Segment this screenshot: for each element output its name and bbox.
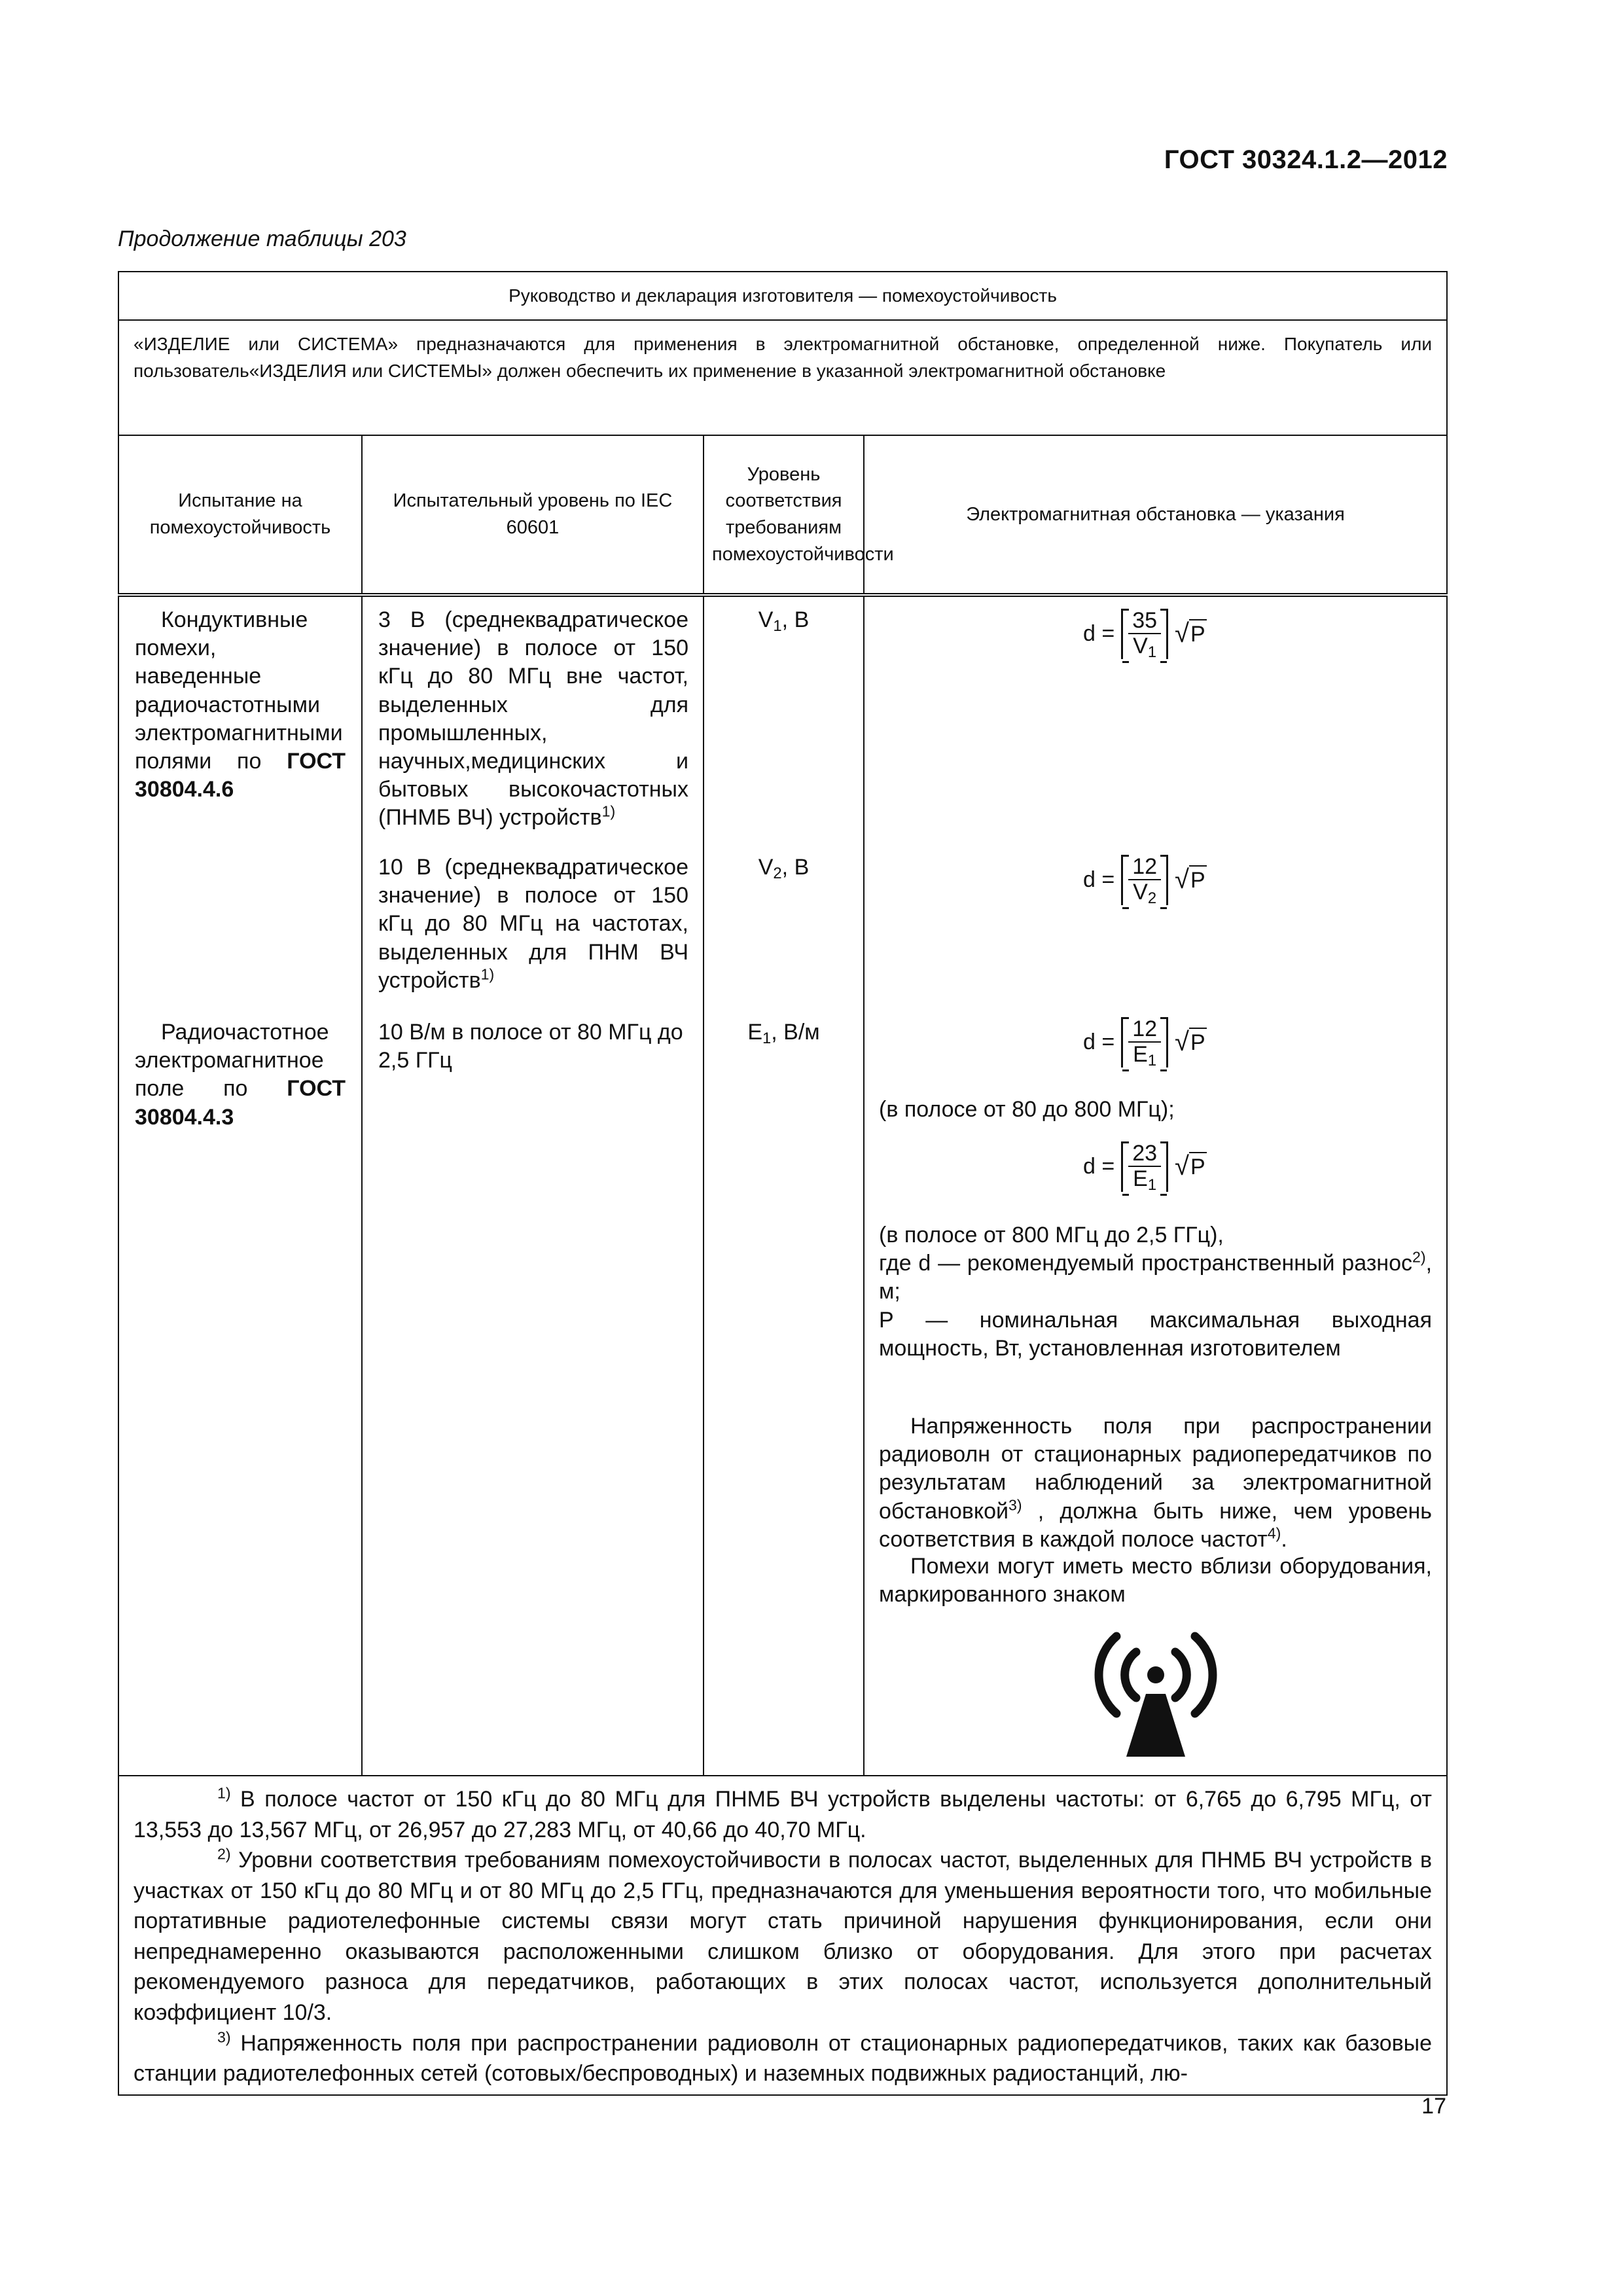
test-level-10vm-text: 10 В/м в полосе от 80 МГц до 2,5 ГГц: [378, 1020, 683, 1073]
field-strength-text-2: , должна быть ниже, чем уровень соответствия в каждой полосе частот: [879, 1498, 1433, 1552]
formula-numerator: 35: [1128, 609, 1161, 634]
compliance-symbol: E: [747, 1020, 763, 1045]
footnote-ref: 1): [601, 802, 616, 820]
footnote-ref: 4): [1267, 1524, 1281, 1541]
formula-fraction: [1121, 608, 1168, 662]
sqrt-p: √ P: [1175, 619, 1205, 648]
sqrt-argument: P: [1189, 1152, 1207, 1181]
compliance-unit: , В/м: [771, 1020, 820, 1045]
formula-legend: [879, 1221, 1432, 1363]
band-80-800: (в полосе от 80 до 800 МГц);: [879, 1097, 1175, 1122]
column-header-environment: Электромагнитная обстановка — указания: [864, 435, 1447, 595]
test-levels-column: [362, 595, 704, 1776]
tests-column: [118, 595, 362, 1776]
compliance-symbol: V: [758, 855, 774, 880]
formula-lhs: d =: [1083, 867, 1115, 892]
environment-column: [864, 595, 1447, 1776]
test-level-10v: [378, 853, 688, 995]
test-radiated: [135, 1018, 346, 1132]
formula-den-symbol: V: [1133, 880, 1148, 905]
column-header-test-level: Испытательный уровень по IEC 60601: [362, 435, 704, 595]
page-number: 17: [1421, 2094, 1446, 2119]
formula-den-subscript: 1: [1147, 1052, 1157, 1070]
formula-denominator: [1129, 1166, 1160, 1194]
formula-den-subscript: 1: [1147, 1176, 1157, 1194]
compliance-column: [704, 595, 864, 1776]
formula-fraction: [1121, 854, 1168, 908]
compliance-subscript: 1: [773, 617, 782, 635]
field-strength-text: Напряженность поля при распространении радиоволн от стационарных радиопередатчиков по результатам наблюдений за электромагнитной обстановкой: [879, 1414, 1433, 1524]
footnote-ref: 3): [1008, 1496, 1022, 1513]
where-d-unit: , м;: [879, 1251, 1433, 1304]
formula-d-35-v1: [1083, 608, 1207, 662]
formula-d-12-e1: [1083, 1016, 1207, 1070]
table-title: Руководство и декларация изготовителя — помехоустойчивость: [118, 272, 1447, 320]
test-conducted: [135, 606, 346, 804]
table-intro: «ИЗДЕЛИЕ или СИСТЕМА» предназначаются для применения в электромагнитной обстановке, определенной ниже. Покупатель или пользователь«ИЗДЕЛИЯ или СИСТЕМЫ» должен обеспечить их применение в указанной электромагнитной обстановке: [118, 320, 1447, 435]
formula-numerator: 12: [1128, 1017, 1161, 1043]
compliance-unit: , В: [781, 607, 810, 632]
formula-fraction: [1121, 1016, 1168, 1070]
formula-denominator: [1129, 1042, 1160, 1070]
where-p: Р — номинальная максимальная выходная мощность, Вт, установленная изготовителем: [879, 1307, 1433, 1361]
test-level-3v-text: 3 В (среднеквадратическое значение) в полосе от 150 кГц до 80 МГц вне частот, выделенных для промышленных, научных,медицинских и бытовых высокочастотных (ПНМБ ВЧ) устройств: [378, 607, 688, 831]
table-continuation-label: Продолжение таблицы 203: [118, 226, 406, 251]
footnote-text: Напряженность поля при распространении радиоволн от стационарных радиопередатчиков, таких как базовые станции радиотелефонных сетей (сотовых/беспроводных) и наземных подвижных радиостанций, лю-: [134, 2030, 1433, 2087]
sqrt-argument: P: [1189, 1028, 1207, 1057]
formula-lhs: d =: [1083, 1153, 1115, 1179]
formula-den-symbol: E: [1133, 1042, 1148, 1067]
formula-fraction: [1121, 1141, 1168, 1192]
test-level-3v: [378, 606, 688, 832]
sqrt-argument: P: [1189, 865, 1207, 895]
formula-numerator: 23: [1128, 1141, 1161, 1167]
formula-denominator: [1129, 880, 1160, 908]
footnote-2: [134, 1845, 1432, 2028]
test-conducted-text: Кондуктивные помехи, наведенные радиочастотными электромагнитными полями по: [135, 607, 343, 774]
sqrt-p: √ P: [1175, 865, 1205, 894]
formula-numerator: 12: [1128, 855, 1161, 880]
footnote-marker: 2): [217, 1845, 231, 1863]
test-level-10v-text: 10 В (среднеквадратическое значение) в полосе от 150 кГц до 80 МГц на частотах, выделенных для ПНМ ВЧ устройств: [378, 855, 688, 993]
formula-d-12-v2: [1083, 854, 1207, 908]
immunity-table: [118, 271, 1448, 2096]
test-radiated-text: Радиочастотное электромагнитное поле по: [135, 1020, 329, 1102]
footnote-text: Уровни соответствия требованиям помехоустойчивости в полосах частот, выделенных для ПНМБ ВЧ устройств в участках от 150 кГц до 80 МГц и от 80 МГц до 2,5 ГГц, предназначаются для уменьшения вероятности того, что мобильные портативные радиотелефонные системы связи могут стать причиной нарушения функционирования, если они непреднамеренно оказываются расположенными слишком близко от оборудования. Для этого при расчетах рекомендуемого разноса для передатчиков, работающих в этих полосах частот, используется дополнительный коэффициент 10/3.: [134, 1848, 1433, 2026]
band-800-2500: (в полосе от 800 МГц до 2,5 ГГц),: [879, 1223, 1224, 1247]
formula-den-subscript: 1: [1147, 643, 1157, 662]
field-strength-note: [879, 1412, 1432, 1554]
formula-lhs: d =: [1083, 620, 1115, 646]
test-level-10vm: [378, 1018, 688, 1075]
footnote-ref: 2): [1412, 1248, 1426, 1266]
formula-den-symbol: E: [1133, 1166, 1148, 1192]
compliance-subscript: 2: [773, 864, 782, 882]
field-strength-end: .: [1281, 1526, 1287, 1552]
footnotes: [118, 1776, 1447, 2095]
footnote-marker: 3): [217, 2028, 231, 2045]
footnote-ref: 1): [480, 965, 495, 982]
column-header-compliance-level: Уровень соответствия требованиям помехоустойчивости: [704, 435, 864, 595]
formula-denominator: [1129, 634, 1160, 662]
interference-note: Помехи могут иметь место вблизи оборудования, маркированного знаком: [879, 1554, 1433, 1607]
compliance-symbol: V: [758, 607, 774, 632]
where-d-text: где d — рекомендуемый пространственный разнос: [879, 1251, 1412, 1276]
where-d: [879, 1249, 1432, 1306]
compliance-v1: [704, 606, 863, 634]
compliance-v2: [704, 853, 863, 882]
column-header-test: Испытание на помехоустойчивость: [118, 435, 362, 595]
footnote-text: В полосе частот от 150 кГц до 80 МГц для ПНМБ ВЧ устройств выделены частоты: от 6,765 до 6,795 МГц, от 13,553 до 13,567 МГц, от 26,957 до 27,283 МГц, от 40,66 до 40,70 МГц.: [134, 1787, 1433, 1842]
compliance-e1: [704, 1018, 863, 1047]
footnote-1: [134, 1784, 1432, 1845]
footnote-marker: 1): [217, 1784, 231, 1802]
test-conducted-standard: ГОСТ 30804.4.6: [135, 748, 346, 802]
formula-den-symbol: V: [1133, 634, 1148, 659]
compliance-subscript: 1: [762, 1029, 772, 1047]
sqrt-p: √ P: [1175, 1027, 1205, 1056]
footnote-3: [134, 2028, 1432, 2089]
non-ionizing-radiation-icon: [1080, 1626, 1231, 1763]
formula-lhs: d =: [1083, 1029, 1115, 1054]
formula-d-23-e1: [1083, 1141, 1207, 1192]
sqrt-p: √ P: [1175, 1151, 1205, 1181]
sqrt-argument: P: [1189, 619, 1207, 649]
formula-den-subscript: 2: [1147, 889, 1157, 908]
document-code: ГОСТ 30324.1.2—2012: [1164, 145, 1448, 174]
test-radiated-standard: ГОСТ 30804.4.3: [135, 1076, 346, 1130]
compliance-unit: , В: [781, 855, 810, 880]
